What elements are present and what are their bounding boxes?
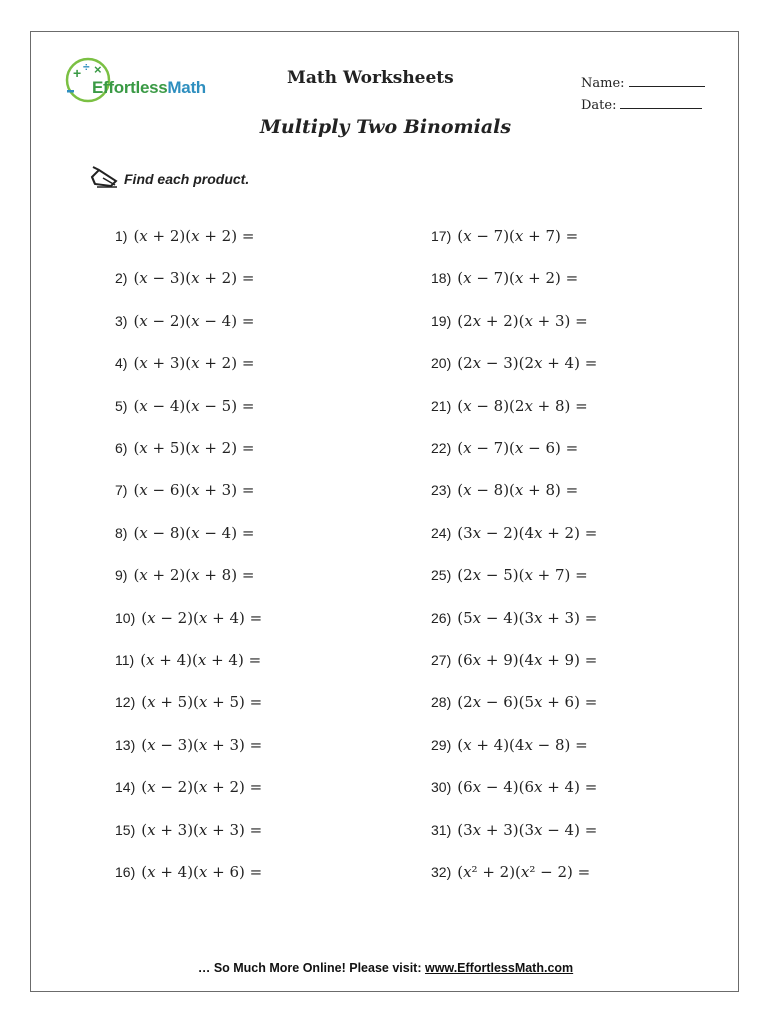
problem-expression: (𝑥 − 4)(𝑥 − 5) =	[133, 396, 255, 415]
problem-expression: (𝑥 + 2)(𝑥 + 8) =	[133, 566, 255, 585]
problem-expression: (𝑥 − 7)(𝑥 + 7) =	[457, 227, 579, 245]
problem-item	[115, 312, 254, 330]
effortless-math-logo[interactable]	[64, 56, 224, 112]
problem-item	[115, 609, 262, 627]
problem-number: 3)	[115, 312, 128, 329]
problem-item	[431, 354, 597, 372]
problem-expression: (𝑥 − 8)(𝑥 − 4) =	[133, 523, 255, 542]
problem-item	[115, 863, 262, 881]
problem-item	[431, 269, 578, 287]
problem-item	[431, 227, 578, 245]
worksheet-page	[30, 31, 739, 992]
problem-number: 15)	[115, 821, 136, 838]
footer-text: … So Much More Online! Please visit:	[197, 961, 425, 975]
problem-number: 31)	[431, 821, 452, 838]
problem-number: 1)	[115, 228, 128, 244]
problem-item	[115, 524, 254, 542]
problem-number: 20)	[431, 355, 452, 372]
logo-text-math: Math	[167, 78, 206, 97]
problem-expression: (𝑥 + 4)(𝑥 + 6) =	[141, 863, 263, 881]
name-label: Name:	[581, 76, 625, 91]
problem-expression: (𝑥 − 2)(𝑥 − 4) =	[133, 311, 255, 330]
problem-item	[431, 524, 597, 542]
problem-item	[431, 397, 588, 415]
problem-number: 25)	[431, 567, 452, 584]
problem-number: 9)	[115, 567, 128, 584]
problem-expression: (5𝑥 − 4)(3𝑥 + 3) =	[457, 608, 598, 627]
svg-text:×: ×	[94, 62, 102, 77]
problem-item	[431, 481, 578, 499]
problem-item	[115, 397, 254, 415]
problem-number: 29)	[431, 736, 452, 753]
problem-number: 17)	[431, 228, 452, 244]
problem-expression: (𝑥 + 5)(𝑥 + 5) =	[141, 693, 263, 712]
name-blank-line[interactable]	[629, 74, 705, 87]
problem-expression: (3𝑥 + 3)(3𝑥 − 4) =	[457, 820, 598, 839]
name-field[interactable]	[581, 74, 705, 91]
problem-item	[115, 693, 262, 711]
problem-item	[115, 821, 262, 839]
date-field[interactable]	[581, 96, 702, 113]
problem-expression: (2𝑥 − 3)(2𝑥 + 4) =	[457, 354, 598, 373]
problem-expression: (2𝑥 − 6)(5𝑥 + 6) =	[457, 693, 598, 712]
problem-expression: (𝑥 − 3)(𝑥 + 3) =	[141, 735, 263, 754]
date-blank-line[interactable]	[620, 96, 702, 109]
problem-number: 22)	[431, 440, 452, 456]
problem-number: 13)	[115, 736, 136, 753]
problem-item	[431, 863, 590, 881]
problem-number: 18)	[431, 270, 452, 287]
problem-number: 5)	[115, 397, 128, 414]
problem-item	[115, 566, 254, 584]
problem-expression: (2𝑥 + 2)(𝑥 + 3) =	[457, 311, 588, 330]
problem-expression: (𝑥 + 3)(𝑥 + 2) =	[133, 354, 255, 373]
problem-expression: (𝑥 + 4)(4𝑥 − 8) =	[457, 735, 588, 754]
problem-number: 23)	[431, 482, 452, 499]
problem-expression: (𝑥 − 8)(𝑥 + 8) =	[457, 481, 579, 500]
problem-expression: (𝑥 − 2)(𝑥 + 2) =	[141, 778, 263, 797]
problem-expression: (𝑥 − 3)(𝑥 + 2) =	[133, 269, 255, 288]
worksheet-title: Multiply Two Binomials	[259, 116, 512, 138]
problem-number: 12)	[115, 694, 136, 711]
problem-item	[431, 693, 597, 711]
problem-number: 2)	[115, 270, 128, 287]
problem-item	[115, 651, 261, 669]
problem-number: 14)	[115, 779, 136, 796]
problem-item	[431, 439, 578, 457]
problem-expression: (3𝑥 − 2)(4𝑥 + 2) =	[457, 523, 598, 542]
problem-number: 11)	[115, 652, 135, 668]
problem-number: 8)	[115, 524, 128, 541]
svg-text:+: +	[73, 65, 82, 81]
problem-number: 30)	[431, 779, 452, 796]
problem-expression: (𝑥 − 7)(𝑥 + 2) =	[457, 269, 579, 288]
problem-expression: (𝑥 + 4)(𝑥 + 4) =	[140, 651, 262, 669]
problem-expression: (𝑥² + 2)(𝑥² − 2) =	[457, 863, 591, 881]
problem-item	[431, 651, 597, 669]
problem-expression: (𝑥 − 2)(𝑥 + 4) =	[141, 608, 263, 627]
problem-item	[431, 609, 597, 627]
logo-wordmark	[92, 78, 206, 98]
problem-number: 4)	[115, 355, 128, 372]
logo-text-effortless: Effortless	[92, 78, 168, 97]
problem-number: 21)	[431, 397, 452, 414]
problem-expression: (2𝑥 − 5)(𝑥 + 7) =	[457, 566, 588, 585]
footer	[31, 961, 740, 975]
date-label: Date:	[581, 98, 617, 113]
problem-item	[431, 778, 597, 796]
problem-number: 10)	[115, 609, 136, 626]
pencil-hand-icon	[89, 165, 121, 189]
problem-number: 24)	[431, 524, 452, 541]
problem-expression: (𝑥 + 3)(𝑥 + 3) =	[141, 820, 263, 839]
problem-item	[431, 736, 588, 754]
problem-item	[431, 566, 588, 584]
header-title: Math Worksheets	[287, 68, 454, 88]
problem-expression: (𝑥 + 5)(𝑥 + 2) =	[133, 439, 255, 457]
problem-item	[115, 269, 254, 287]
problem-number: 16)	[115, 864, 136, 880]
problem-expression: (𝑥 − 7)(𝑥 − 6) =	[457, 439, 579, 457]
problem-expression: (6𝑥 + 9)(4𝑥 + 9) =	[457, 651, 598, 669]
problem-item	[431, 312, 588, 330]
problem-item	[431, 821, 597, 839]
instruction-text: Find each product.	[124, 171, 250, 187]
problem-expression: (𝑥 − 8)(2𝑥 + 8) =	[457, 396, 588, 415]
problem-number: 6)	[115, 440, 128, 456]
svg-text:÷: ÷	[83, 60, 90, 74]
problem-item	[115, 481, 254, 499]
problem-item	[115, 736, 262, 754]
problem-number: 7)	[115, 482, 128, 499]
problem-expression: (6𝑥 − 4)(6𝑥 + 4) =	[457, 778, 598, 797]
problem-item	[115, 354, 254, 372]
problem-number: 32)	[431, 864, 452, 880]
footer-link[interactable]: www.EffortlessMath.com	[424, 961, 574, 975]
problem-item	[115, 227, 254, 245]
problem-item	[115, 778, 262, 796]
problem-expression: (𝑥 − 6)(𝑥 + 3) =	[133, 481, 255, 500]
problem-number: 27)	[431, 652, 452, 668]
problem-expression: (𝑥 + 2)(𝑥 + 2) =	[133, 227, 255, 245]
problem-number: 28)	[431, 694, 452, 711]
problem-number: 19)	[431, 312, 452, 329]
problem-item	[115, 439, 254, 457]
problem-number: 26)	[431, 609, 452, 626]
